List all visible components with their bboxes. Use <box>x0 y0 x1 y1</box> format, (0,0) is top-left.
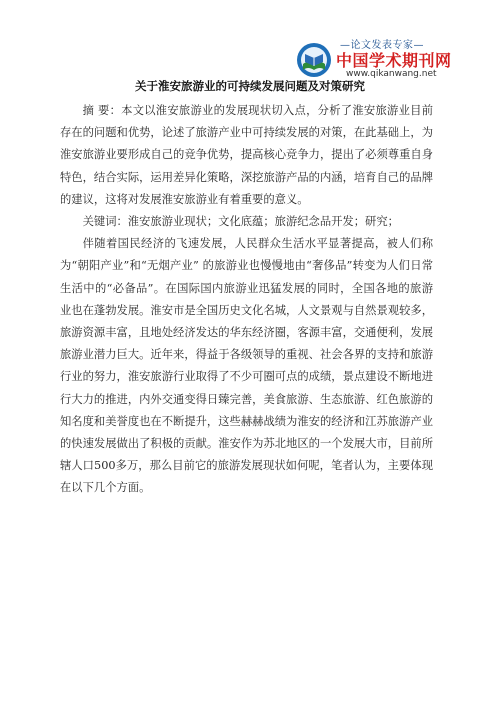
book-globe-icon <box>296 42 332 78</box>
document-title: 关于淮安旅游业的可持续发展问题及对策研究 <box>135 79 365 93</box>
abstract-paragraph: 摘 要：本文以淮安旅游业的发展现状切入点，分析了淮安旅游业目前存在的问题和优势，论述了旅游产业中可持续发展的对策，在此基础上，为淮安旅游业要形成自己的竞争优势，提高核心竞争力，提出了必须尊重自身特色，结合实际，运用差异化策略，深挖旅游产品的内涵，培育自己的品牌的建议，这将对发展淮安旅游业有着重要的意义。 <box>60 104 433 206</box>
logo-brand-name: 中国学术期刊网 <box>336 51 452 70</box>
site-logo <box>296 36 472 82</box>
document-content <box>60 100 433 500</box>
body-paragraph: 伴随着国民经济的飞速发展，人民群众生活水平显著提高，被人们称为“朝阳产业”和“无烟产业” 的旅游业也慢慢地由“奢侈品”转变为人们日常生活中的“必备品”。在国际国内旅游业迅猛发展的同时，全国各地的旅游业也在蓬勃发展。淮安市是全国历史文化名城，人文景观与自然景观较多，旅游资源丰富，且地处经济发达的华东经济圈，客源丰富，交通便利，发展旅游业潜力巨大。近年来，得益于各级领导的重视、社会各界的支持和旅游行业的努力，淮安旅游行业取得了不少可圈可点的成绩，景点建设不断地进行大力的推进，内外交通变得日臻完善，美食旅游、生态旅游、红色旅游的知名度和美誉度也在不断提升，这些赫赫战绩为淮安的经济和江苏旅游产业的快速发展做出了积极的贡献。淮安作为苏北地区的一个发展大市，目前所辖人口500多万，那么目前它的旅游发展现状如何呢，笔者认为，主要体现在以下几个方面。 <box>60 237 433 495</box>
keywords-paragraph: 关键词：淮安旅游业现状；文化底蕴；旅游纪念品开发；研究； <box>82 215 399 229</box>
logo-url: www.qikanwang.net <box>346 69 437 79</box>
logo-slogan: —论文发表专家— <box>340 40 424 51</box>
